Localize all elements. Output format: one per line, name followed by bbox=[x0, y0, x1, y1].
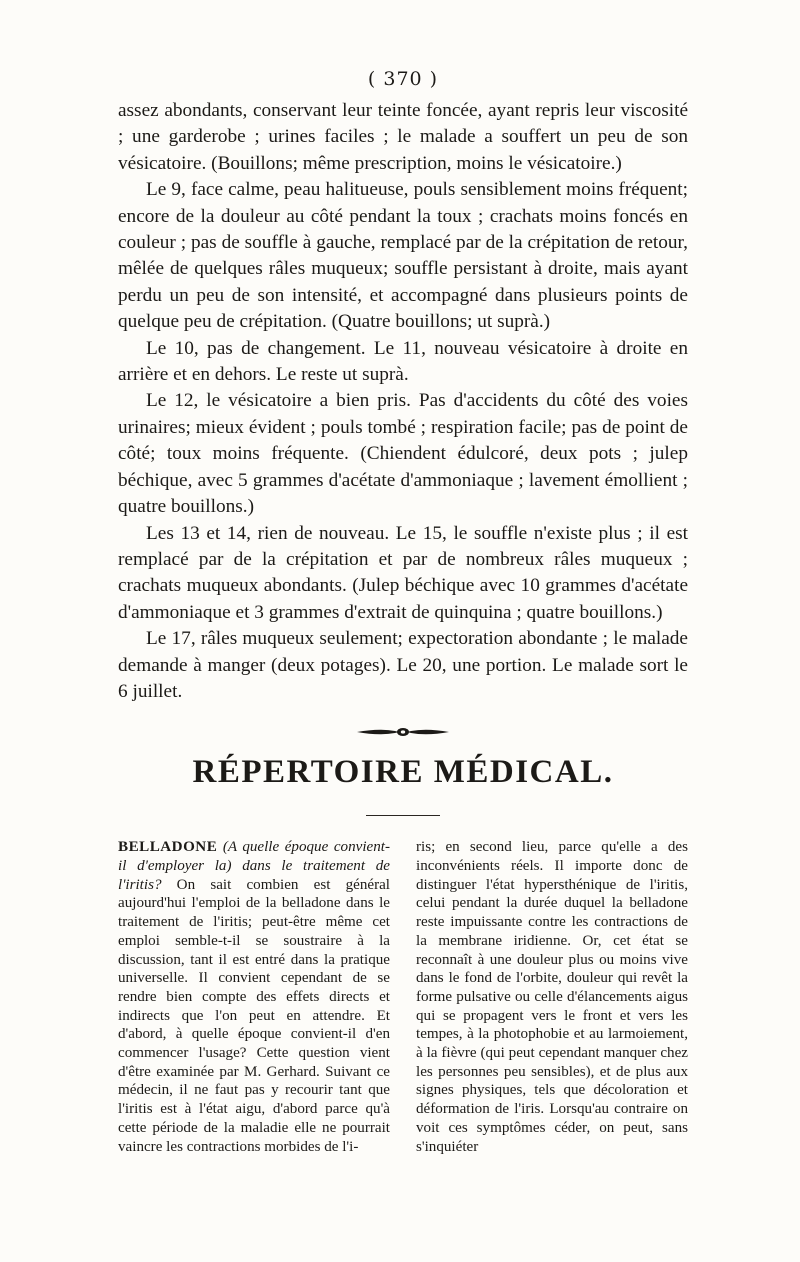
article-heading: BELLADONE bbox=[118, 839, 218, 856]
paragraph-day-10: Le 10, pas de changement. Le 11, nouveau vésicatoire à droite en arrière et en dehors. Le reste ut suprà. bbox=[118, 337, 688, 386]
right-column bbox=[416, 838, 688, 1156]
paragraph-day-9: Le 9, face calme, peau halitueuse, pouls sensiblement moins fréquent; encore de la douleur au côté pendant la toux ; crachats moins foncés en couleur ; pas de souffle à gauche, remplacé par de la crépitation de retour, mêlée de quelques râles muqueux; souffle persistant à droite, mais ayant perdu un peu de son intensité, et accompagné dans plusieurs points de quelque peu de crépitation. (Quatre bouillons; ut suprà.) bbox=[118, 179, 688, 333]
paragraph-continued: assez abondants, conservant leur teinte foncée, ayant repris leur viscosité ; une garderobe ; urines faciles ; le malade a souffert un peu de son vésicatoire. (Bouillons; même prescription, moins le vésicatoire.) bbox=[118, 100, 688, 174]
left-column bbox=[118, 838, 390, 1156]
article-left-body: On sait combien est général aujourd'hui l'emploi de la belladone dans le traitement de l'iritis; peut-être même cet emploi semble-t-il se soustraire à la discussion, tant il est entré dans la pratique universelle. Il convient cependant de se rendre bien compte des effets directs et indirects que l'on peut en attendre. Et d'abord, à quelle époque convient-il d'en commencer l'usage? Cette question vient d'être examinée par M. Gerhard. Suivant ce médecin, il ne faut pas y recourir tant que l'iritis est à l'état aigu, d'abord parce qu'à cette période de la maladie elle ne pourrait vaincre les contractions morbides de l'i- bbox=[118, 876, 390, 1155]
section-title: RÉPERTOIRE MÉDICAL. bbox=[192, 754, 614, 791]
article-heading-question: (A quelle époque convient-il d'employer la) dans le traitement de l'iritis? bbox=[118, 839, 390, 893]
case-report-text bbox=[118, 98, 688, 705]
title-divider bbox=[366, 815, 440, 816]
article-left-text bbox=[118, 838, 390, 1156]
two-column-article bbox=[118, 838, 688, 1156]
paragraph-day-13: Les 13 et 14, rien de nouveau. Le 15, le souffle n'existe plus ; il est remplacé par de la crépitation et par de nombreux râles muqueux ; crachats muqueux abondants. (Julep béchique avec 10 grammes d'acétate d'ammoniaque et 3 grammes d'extrait de quinquina ; quatre bouillons.) bbox=[118, 522, 688, 623]
page-number: ( 370 ) bbox=[367, 68, 439, 90]
ornament-icon bbox=[355, 725, 451, 739]
decorative-ornament bbox=[118, 721, 688, 743]
article-right-text: ris; en second lieu, parce qu'elle a des inconvénients réels. Il importe donc de distinguer l'état hypersthénique de l'iritis, celui pendant la durée duquel la belladone reste impuissante contre les contractions de la membrane iridienne. Or, cet état se reconnaît à une douleur plus ou moins vive dans le fond de l'orbite, douleur qui revêt la forme pulsative ou celle d'élancements aigus qui se propagent vers le front et vers les tempes, à la photophobie et au larmoiement, à la fièvre (qui peut cependant manquer chez les personnes peu sensibles), et de plus aux signes physiques, tels que décoloration et déformation de l'iris. Lorsqu'au contraire on voit ces symptômes céder, on peut, sans s'inquiéter bbox=[416, 839, 688, 1155]
paragraph-day-12: Le 12, le vésicatoire a bien pris. Pas d'accidents du côté des voies urinaires; mieux évident ; pouls tombé ; respiration facile; pas de point de côté; toux moins fréquente. (Chiendent édulcoré, deux pots ; julep béchique, avec 5 grammes d'acétate d'ammoniaque ; lavement émollient ; quatre bouillons.) bbox=[118, 390, 688, 518]
paragraph-day-17: Le 17, râles muqueux seulement; expectoration abondante ; le malade demande à manger (deux potages). Le 20, une portion. Le malade sort le 6 juillet. bbox=[118, 628, 688, 702]
